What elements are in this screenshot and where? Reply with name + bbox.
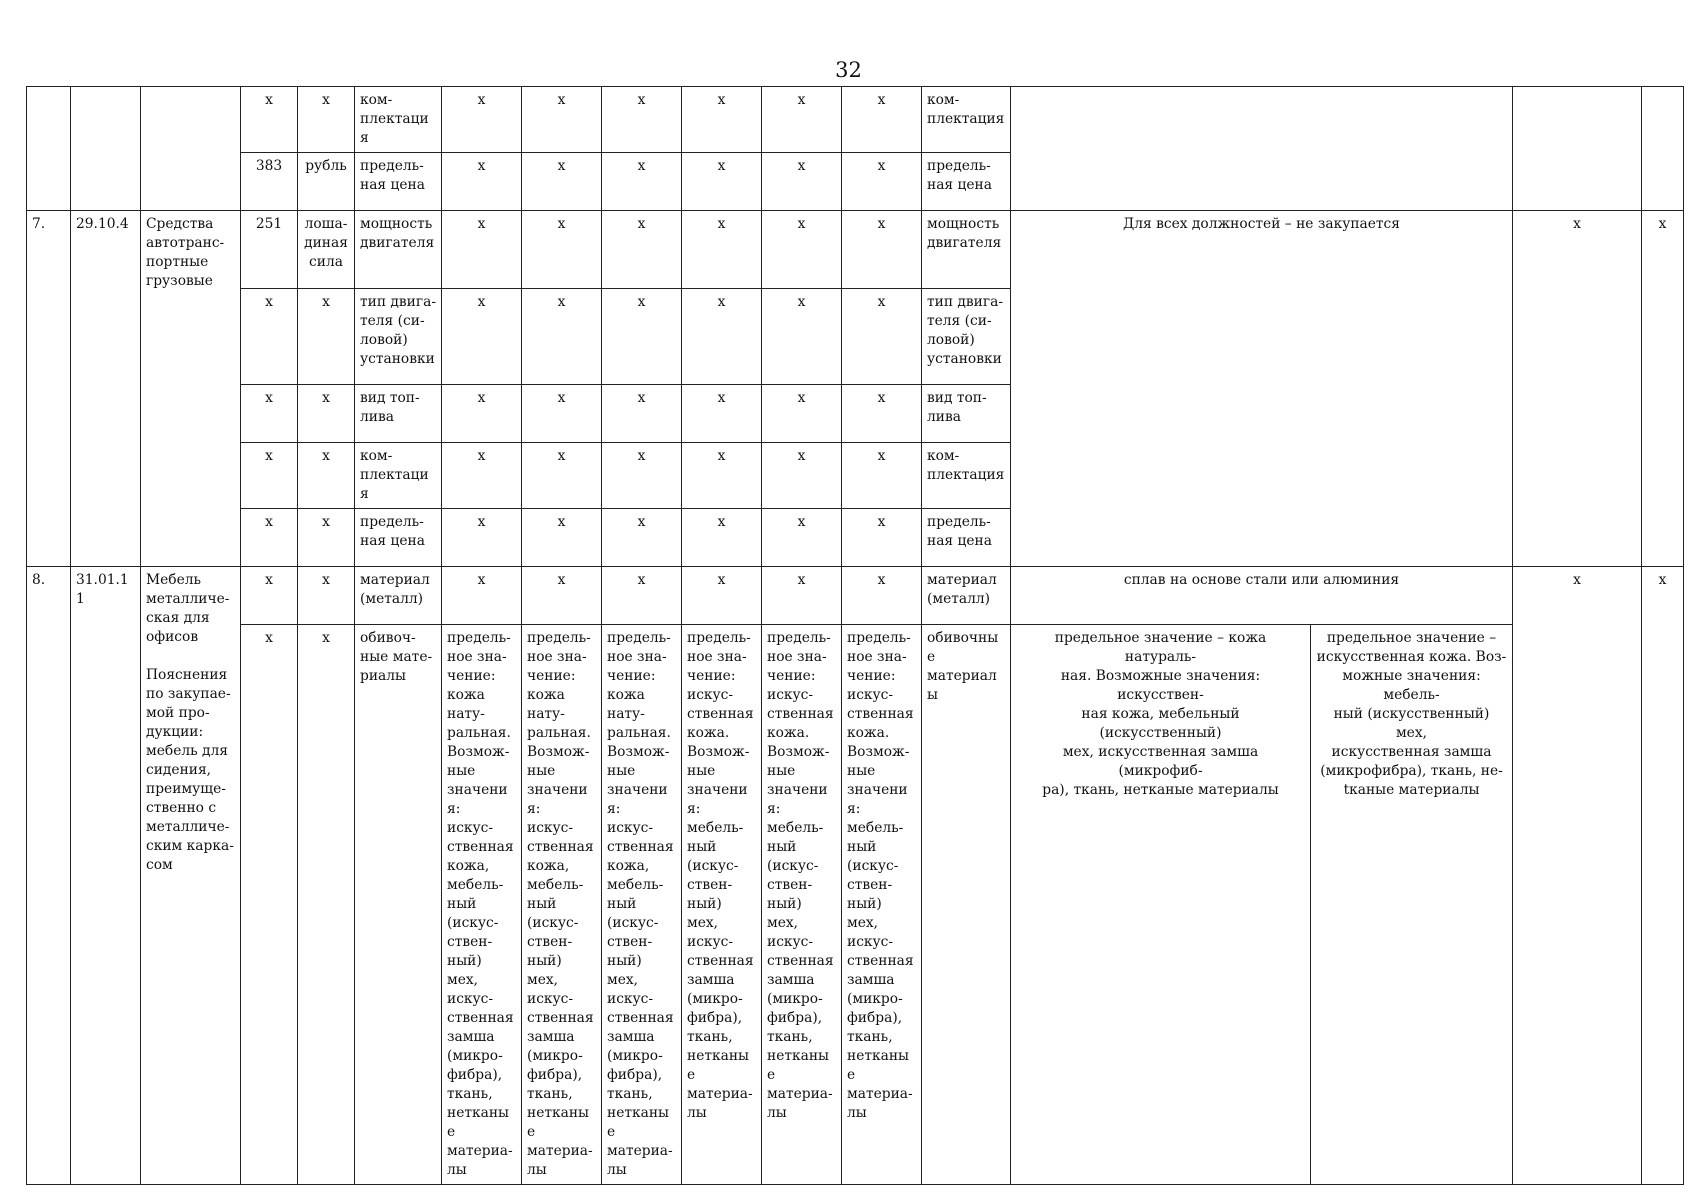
cell-value: х [682,567,762,625]
cell-characteristic: предель- ная цена [355,509,442,567]
cell-value: х [682,87,762,153]
cell-value: х [842,87,922,153]
cell-value: х [602,567,682,625]
cell-value: х [762,87,842,153]
cell-code: х [241,567,298,625]
cell-value: х [442,509,522,567]
cell-characteristic-right: мощность двигателя [922,211,1011,289]
cell-characteristic: материал (металл) [355,567,442,625]
cell-value: х [682,153,762,211]
cell-upholstery-value-a: предельное значение – кожа натураль- ная. Возможные значения: искусствен- ная кожа, мебельный (искусственный) мех, искусственная замша (микрофиб- ра), ткань, нетканые материалы [1011,625,1311,1185]
cell-value: х [442,87,522,153]
cell-value: х [1513,211,1642,567]
cell-value: х [1513,567,1642,1185]
cell-value: х [522,211,602,289]
cell-code: х [241,385,298,443]
cell-value: х [442,211,522,289]
cell-value: х [682,385,762,443]
cell-value: х [762,509,842,567]
cell-row-number: 8. [27,567,71,1185]
table-row [27,625,1684,1185]
cell-value: х [602,443,682,509]
cell-value: х [522,509,602,567]
cell-note: Для всех должностей – не закупается [1011,211,1513,567]
cell-material-value: сплав на основе стали или алюминия [1011,567,1513,625]
cell-upholstery-value: предель- ное зна- чение: кожа нату- ральная. Возмож- ные значения: искус- ственная кожа, мебель- ный (искус- ствен- ный) мех, искус- ственная замша (микро- фибра), ткань, нетканые материа- лы [602,625,682,1185]
table-row [27,211,1684,289]
cell-value: х [522,567,602,625]
cell-value: х [762,443,842,509]
cell-code: 251 [241,211,298,289]
cell-value: х [442,385,522,443]
cell-characteristic: вид топ- лива [355,385,442,443]
cell-value: х [842,289,922,385]
cell-characteristic: ком- плектация [355,443,442,509]
cell-value: х [762,289,842,385]
cell-value: х [762,211,842,289]
cell-okpd-code: 31.01.11 [71,567,141,1185]
cell-value: х [842,509,922,567]
cell-characteristic-right: тип двига- теля (си- ловой) установки [922,289,1011,385]
cell-value: х [522,153,602,211]
cell-characteristic: мощность двигателя [355,211,442,289]
cell-empty [27,87,71,211]
cell-characteristic-right: вид топ- лива [922,385,1011,443]
cell-unit: рубль [298,153,355,211]
cell-upholstery-value: предель- ное зна- чение: искус- ственная кожа. Возмож- ные значения: мебель- ный (искус- ствен- ный) мех, искус- ственная замша (микро- фибра), ткань, нетканые материа- лы [762,625,842,1185]
cell-value: х [762,385,842,443]
cell-value: х [522,289,602,385]
cell-upholstery-value: предель- ное зна- чение: искус- ственная кожа. Возмож- ные значения: мебель- ный (искус- ствен- ный) мех, искус- ственная замша (микро- фибра), ткань, нетканые материа- лы [682,625,762,1185]
cell-value: х [442,567,522,625]
cell-value: х [682,509,762,567]
cell-unit: х [298,289,355,385]
cell-unit: х [298,509,355,567]
requirements-table [26,86,1684,1185]
cell-characteristic-right: обивочные материалы [922,625,1011,1185]
cell-code: х [241,509,298,567]
cell-value: х [602,211,682,289]
cell-value: х [682,443,762,509]
cell-characteristic: обивоч- ные мате- риалы [355,625,442,1185]
cell-value: х [842,443,922,509]
cell-value: х [602,509,682,567]
cell-upholstery-value: предель- ное зна- чение: кожа нату- ральная. Возмож- ные значения: искус- ственная кожа, мебель- ный (искус- ствен- ный) мех, искус- ственная замша (микро- фибра), ткань, нетканые материа- лы [442,625,522,1185]
cell-value: х [682,211,762,289]
cell-value: х [762,567,842,625]
cell-value: х [602,87,682,153]
cell-characteristic-right: ком- плектация [922,87,1011,153]
table-row [27,567,1684,625]
cell-code: х [241,289,298,385]
cell-value: х [522,443,602,509]
cell-empty [1513,87,1642,211]
cell-characteristic-right: предель- ная цена [922,509,1011,567]
cell-value: х [442,289,522,385]
cell-empty [141,87,241,211]
cell-unit: х [298,443,355,509]
cell-value: х [842,567,922,625]
cell-value: х [842,153,922,211]
cell-characteristic-right: предель- ная цена [922,153,1011,211]
cell-value: х [522,87,602,153]
cell-product-name: Средства автотранс- портные грузовые [141,211,241,567]
cell-upholstery-value-b: предельное значение – искусственная кожа. Воз- можные значения: мебель- ный (искусственный) мех, искусственная замша (микрофибра), ткань, не- tканые материалы [1311,625,1513,1185]
cell-upholstery-value: предель- ное зна- чение: кожа нату- ральная. Возмож- ные значения: искус- ственная кожа, мебель- ный (искус- ствен- ный) мех, искус- ственная замша (микро- фибра), ткань, нетканые материа- лы [522,625,602,1185]
cell-empty [1642,87,1684,211]
cell-code: х [241,625,298,1185]
cell-upholstery-value: предель- ное зна- чение: искус- ственная кожа. Возмож- ные значения: мебель- ный (искус- ствен- ный) мех, искус- ственная замша (микро- фибра), ткань, нетканые материа- лы [842,625,922,1185]
cell-characteristic-right: материал (металл) [922,567,1011,625]
cell-empty [1011,87,1513,211]
cell-unit: лоша- диная сила [298,211,355,289]
cell-value: х [842,211,922,289]
cell-value: х [442,443,522,509]
cell-characteristic: предель- ная цена [355,153,442,211]
cell-characteristic: тип двига- теля (си- ловой) установки [355,289,442,385]
cell-code: х [241,443,298,509]
cell-empty [71,87,141,211]
page-number: 32 [835,58,862,82]
cell-code: х [241,87,298,153]
cell-product-name: Мебель металличе- ская для офисов Пояснения по закупае- мой про- дукции: мебель для сидения, преимуще- ственно с металличе- ским карка- сом [141,567,241,1185]
cell-value: х [442,153,522,211]
cell-value: х [1642,211,1684,567]
cell-unit: х [298,87,355,153]
cell-unit: х [298,567,355,625]
cell-value: х [1642,567,1684,1185]
cell-value: х [842,385,922,443]
cell-value: х [602,289,682,385]
cell-value: х [602,385,682,443]
cell-characteristic: ком- плектация [355,87,442,153]
cell-value: х [602,153,682,211]
cell-value: х [762,153,842,211]
cell-code: 383 [241,153,298,211]
cell-characteristic-right: ком- плектация [922,443,1011,509]
cell-okpd-code: 29.10.4 [71,211,141,567]
cell-value: х [522,385,602,443]
table-row [27,87,1684,153]
cell-row-number: 7. [27,211,71,567]
cell-unit: х [298,385,355,443]
cell-unit: х [298,625,355,1185]
cell-value: х [682,289,762,385]
